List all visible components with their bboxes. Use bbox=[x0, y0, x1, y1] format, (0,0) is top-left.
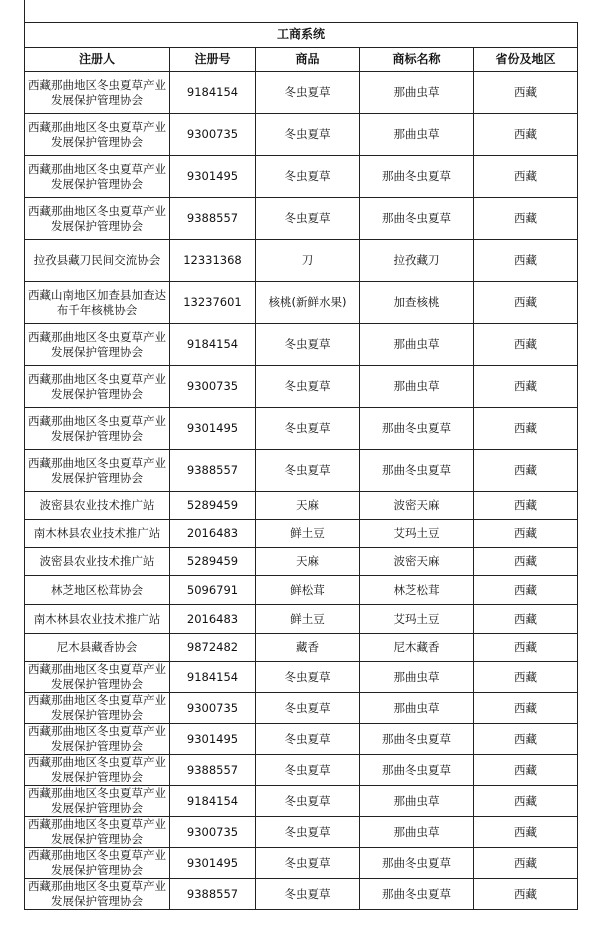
cell-region: 西藏 bbox=[474, 492, 578, 520]
cell-reg-no: 5289459 bbox=[170, 548, 256, 576]
cell-mark: 艾玛土豆 bbox=[360, 605, 474, 634]
cell-goods: 冬虫夏草 bbox=[256, 72, 360, 114]
cell-mark: 那曲冬虫夏草 bbox=[360, 198, 474, 240]
cell-reg-no: 9388557 bbox=[170, 198, 256, 240]
cell-reg-no: 9301495 bbox=[170, 848, 256, 879]
cell-region: 西藏 bbox=[474, 755, 578, 786]
cell-registrant: 西藏那曲地区冬虫夏草产业发展保护管理协会 bbox=[25, 755, 170, 786]
cell-mark: 那曲冬虫夏草 bbox=[360, 848, 474, 879]
cell-reg-no: 9872482 bbox=[170, 634, 256, 662]
cell-mark: 那曲虫草 bbox=[360, 662, 474, 693]
cell-goods: 冬虫夏草 bbox=[256, 693, 360, 724]
cell-registrant: 西藏那曲地区冬虫夏草产业发展保护管理协会 bbox=[25, 408, 170, 450]
cell-goods: 冬虫夏草 bbox=[256, 879, 360, 910]
cell-reg-no: 9184154 bbox=[170, 786, 256, 817]
table-row bbox=[25, 724, 578, 755]
table-row bbox=[25, 324, 578, 366]
cell-reg-no: 9300735 bbox=[170, 114, 256, 156]
table-row bbox=[25, 786, 578, 817]
cell-reg-no: 9301495 bbox=[170, 724, 256, 755]
cell-reg-no: 9184154 bbox=[170, 662, 256, 693]
cell-goods: 冬虫夏草 bbox=[256, 198, 360, 240]
cell-registrant: 波密县农业技术推广站 bbox=[25, 548, 170, 576]
table-row bbox=[25, 634, 578, 662]
cell-mark: 拉孜藏刀 bbox=[360, 240, 474, 282]
cell-registrant: 南木林县农业技术推广站 bbox=[25, 605, 170, 634]
table-row bbox=[25, 492, 578, 520]
table-row bbox=[25, 366, 578, 408]
cell-goods: 冬虫夏草 bbox=[256, 724, 360, 755]
table-body bbox=[25, 72, 578, 910]
table-row bbox=[25, 72, 578, 114]
cell-reg-no: 5289459 bbox=[170, 492, 256, 520]
cell-region: 西藏 bbox=[474, 114, 578, 156]
cell-registrant: 西藏山南地区加查县加查达布千年核桃协会 bbox=[25, 282, 170, 324]
cell-goods: 冬虫夏草 bbox=[256, 408, 360, 450]
cell-goods: 核桃(新鲜水果) bbox=[256, 282, 360, 324]
cell-region: 西藏 bbox=[474, 634, 578, 662]
cell-mark: 波密天麻 bbox=[360, 492, 474, 520]
header-reg-no: 注册号 bbox=[170, 48, 256, 72]
table-row bbox=[25, 548, 578, 576]
cell-reg-no: 9301495 bbox=[170, 156, 256, 198]
cell-registrant: 西藏那曲地区冬虫夏草产业发展保护管理协会 bbox=[25, 879, 170, 910]
cell-region: 西藏 bbox=[474, 786, 578, 817]
header-registrant: 注册人 bbox=[25, 48, 170, 72]
cell-registrant: 西藏那曲地区冬虫夏草产业发展保护管理协会 bbox=[25, 198, 170, 240]
cell-region: 西藏 bbox=[474, 450, 578, 492]
cell-registrant: 西藏那曲地区冬虫夏草产业发展保护管理协会 bbox=[25, 72, 170, 114]
cell-region: 西藏 bbox=[474, 848, 578, 879]
table-row bbox=[25, 576, 578, 605]
cell-registrant: 西藏那曲地区冬虫夏草产业发展保护管理协会 bbox=[25, 693, 170, 724]
cell-mark: 那曲虫草 bbox=[360, 114, 474, 156]
cell-reg-no: 9300735 bbox=[170, 366, 256, 408]
cell-mark: 那曲冬虫夏草 bbox=[360, 755, 474, 786]
cell-mark: 那曲冬虫夏草 bbox=[360, 879, 474, 910]
table-header-row bbox=[25, 48, 578, 72]
cell-registrant: 波密县农业技术推广站 bbox=[25, 492, 170, 520]
cell-registrant: 尼木县藏香协会 bbox=[25, 634, 170, 662]
table-row bbox=[25, 450, 578, 492]
cell-registrant: 西藏那曲地区冬虫夏草产业发展保护管理协会 bbox=[25, 156, 170, 198]
cell-reg-no: 2016483 bbox=[170, 605, 256, 634]
cell-goods: 冬虫夏草 bbox=[256, 156, 360, 198]
cell-goods: 冬虫夏草 bbox=[256, 366, 360, 408]
cell-region: 西藏 bbox=[474, 198, 578, 240]
cell-registrant: 西藏那曲地区冬虫夏草产业发展保护管理协会 bbox=[25, 848, 170, 879]
cell-goods: 藏香 bbox=[256, 634, 360, 662]
table-row bbox=[25, 848, 578, 879]
cell-goods: 冬虫夏草 bbox=[256, 114, 360, 156]
cell-reg-no: 9300735 bbox=[170, 693, 256, 724]
cell-region: 西藏 bbox=[474, 605, 578, 634]
table-row bbox=[25, 879, 578, 910]
cell-mark: 那曲虫草 bbox=[360, 693, 474, 724]
cell-mark: 尼木藏香 bbox=[360, 634, 474, 662]
header-mark: 商标名称 bbox=[360, 48, 474, 72]
cell-registrant: 西藏那曲地区冬虫夏草产业发展保护管理协会 bbox=[25, 324, 170, 366]
header-goods: 商品 bbox=[256, 48, 360, 72]
cell-reg-no: 9388557 bbox=[170, 879, 256, 910]
cell-goods: 冬虫夏草 bbox=[256, 786, 360, 817]
table-row bbox=[25, 520, 578, 548]
cell-goods: 冬虫夏草 bbox=[256, 755, 360, 786]
cell-goods: 冬虫夏草 bbox=[256, 662, 360, 693]
cell-reg-no: 2016483 bbox=[170, 520, 256, 548]
table-title-row bbox=[25, 23, 578, 48]
cell-mark: 那曲冬虫夏草 bbox=[360, 156, 474, 198]
cell-registrant: 西藏那曲地区冬虫夏草产业发展保护管理协会 bbox=[25, 786, 170, 817]
cell-mark: 那曲虫草 bbox=[360, 324, 474, 366]
cell-reg-no: 5096791 bbox=[170, 576, 256, 605]
header-region: 省份及地区 bbox=[474, 48, 578, 72]
cell-region: 西藏 bbox=[474, 548, 578, 576]
cell-region: 西藏 bbox=[474, 724, 578, 755]
table-row bbox=[25, 693, 578, 724]
cell-goods: 冬虫夏草 bbox=[256, 324, 360, 366]
cell-reg-no: 12331368 bbox=[170, 240, 256, 282]
cell-region: 西藏 bbox=[474, 520, 578, 548]
cell-mark: 加查核桃 bbox=[360, 282, 474, 324]
cell-reg-no: 9184154 bbox=[170, 324, 256, 366]
table-row bbox=[25, 755, 578, 786]
cell-reg-no: 9388557 bbox=[170, 755, 256, 786]
cell-region: 西藏 bbox=[474, 408, 578, 450]
cell-registrant: 南木林县农业技术推广站 bbox=[25, 520, 170, 548]
table-row bbox=[25, 114, 578, 156]
cell-region: 西藏 bbox=[474, 662, 578, 693]
cell-mark: 那曲冬虫夏草 bbox=[360, 450, 474, 492]
table-row bbox=[25, 605, 578, 634]
cell-goods: 天麻 bbox=[256, 548, 360, 576]
scan-edge-line bbox=[24, 0, 25, 22]
cell-region: 西藏 bbox=[474, 817, 578, 848]
cell-region: 西藏 bbox=[474, 879, 578, 910]
cell-region: 西藏 bbox=[474, 366, 578, 408]
cell-goods: 冬虫夏草 bbox=[256, 450, 360, 492]
cell-region: 西藏 bbox=[474, 72, 578, 114]
cell-goods: 鲜土豆 bbox=[256, 520, 360, 548]
cell-mark: 那曲虫草 bbox=[360, 817, 474, 848]
cell-mark: 那曲冬虫夏草 bbox=[360, 724, 474, 755]
cell-mark: 艾玛土豆 bbox=[360, 520, 474, 548]
cell-region: 西藏 bbox=[474, 576, 578, 605]
cell-goods: 冬虫夏草 bbox=[256, 848, 360, 879]
cell-mark: 那曲虫草 bbox=[360, 72, 474, 114]
cell-goods: 鲜松茸 bbox=[256, 576, 360, 605]
cell-mark: 波密天麻 bbox=[360, 548, 474, 576]
cell-mark: 那曲虫草 bbox=[360, 366, 474, 408]
cell-registrant: 林芝地区松茸协会 bbox=[25, 576, 170, 605]
table-row bbox=[25, 282, 578, 324]
cell-registrant: 西藏那曲地区冬虫夏草产业发展保护管理协会 bbox=[25, 114, 170, 156]
cell-region: 西藏 bbox=[474, 282, 578, 324]
cell-reg-no: 9388557 bbox=[170, 450, 256, 492]
cell-goods: 鲜土豆 bbox=[256, 605, 360, 634]
cell-region: 西藏 bbox=[474, 693, 578, 724]
cell-mark: 那曲虫草 bbox=[360, 786, 474, 817]
cell-goods: 天麻 bbox=[256, 492, 360, 520]
cell-reg-no: 13237601 bbox=[170, 282, 256, 324]
cell-registrant: 西藏那曲地区冬虫夏草产业发展保护管理协会 bbox=[25, 366, 170, 408]
cell-registrant: 拉孜县藏刀民间交流协会 bbox=[25, 240, 170, 282]
trademark-registration-table bbox=[24, 22, 578, 910]
table-title: 工商系统 bbox=[25, 23, 578, 48]
cell-region: 西藏 bbox=[474, 240, 578, 282]
table-row bbox=[25, 817, 578, 848]
cell-registrant: 西藏那曲地区冬虫夏草产业发展保护管理协会 bbox=[25, 662, 170, 693]
cell-region: 西藏 bbox=[474, 156, 578, 198]
cell-region: 西藏 bbox=[474, 324, 578, 366]
table-row bbox=[25, 662, 578, 693]
table-row bbox=[25, 156, 578, 198]
table-row bbox=[25, 240, 578, 282]
cell-reg-no: 9301495 bbox=[170, 408, 256, 450]
registration-table-container bbox=[24, 22, 577, 910]
cell-reg-no: 9300735 bbox=[170, 817, 256, 848]
cell-mark: 林芝松茸 bbox=[360, 576, 474, 605]
cell-reg-no: 9184154 bbox=[170, 72, 256, 114]
table-row bbox=[25, 408, 578, 450]
cell-registrant: 西藏那曲地区冬虫夏草产业发展保护管理协会 bbox=[25, 817, 170, 848]
cell-registrant: 西藏那曲地区冬虫夏草产业发展保护管理协会 bbox=[25, 724, 170, 755]
table-row bbox=[25, 198, 578, 240]
cell-registrant: 西藏那曲地区冬虫夏草产业发展保护管理协会 bbox=[25, 450, 170, 492]
cell-goods: 冬虫夏草 bbox=[256, 817, 360, 848]
cell-mark: 那曲冬虫夏草 bbox=[360, 408, 474, 450]
cell-goods: 刀 bbox=[256, 240, 360, 282]
